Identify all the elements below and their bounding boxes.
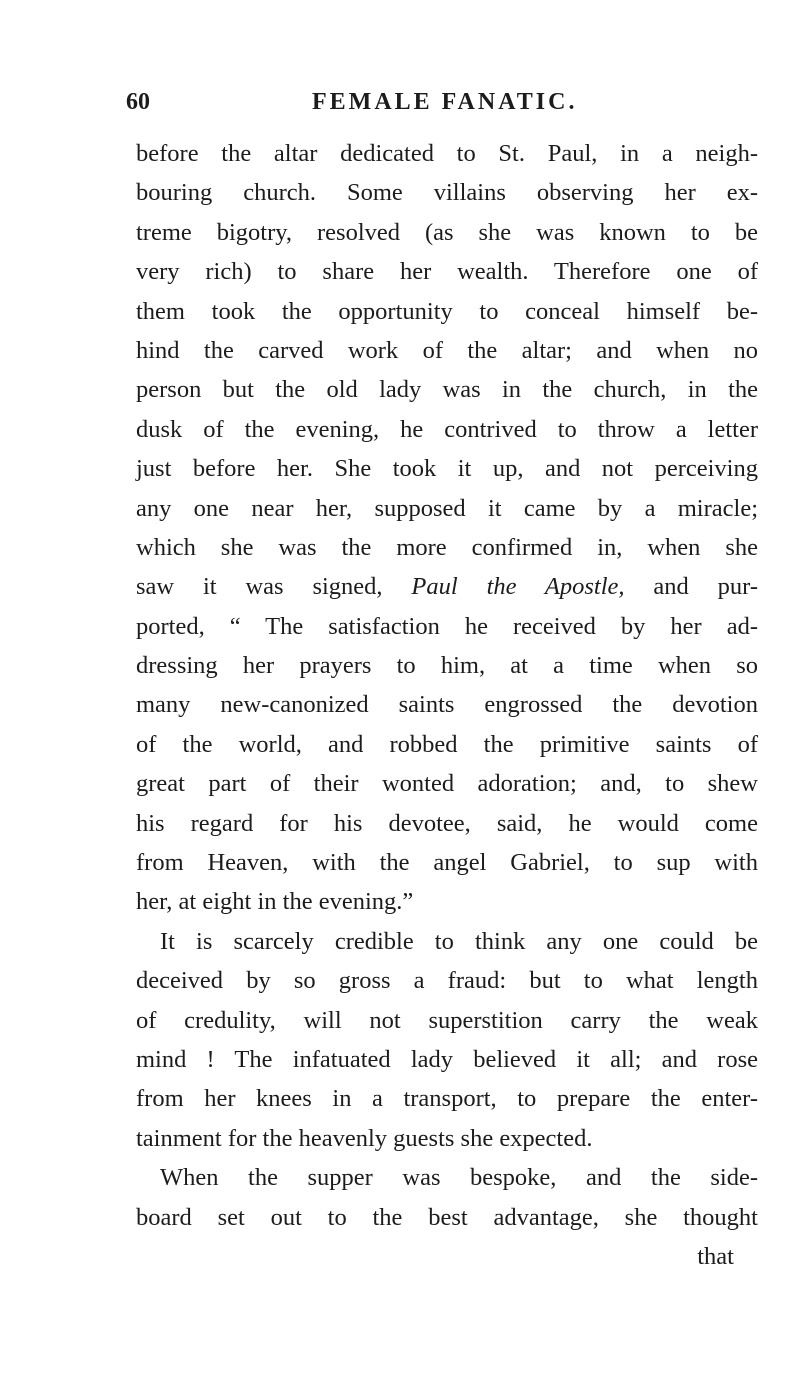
text-line: her, at eight in the evening.” — [136, 888, 414, 916]
text-line: treme bigotry, resolved (as she was known to be — [136, 218, 758, 246]
line-segment: saw it was signed, — [136, 573, 412, 601]
text-line: from her knees in a transport, to prepare the enter- — [136, 1085, 758, 1113]
text-line: from Heaven, with the angel Gabriel, to sup with — [136, 849, 758, 877]
text-line: of the world, and robbed the primitive saints of — [136, 730, 758, 758]
text-line: hind the carved work of the altar; and when no — [136, 336, 758, 364]
text-line: before the altar dedicated to St. Paul, in a neigh- — [136, 140, 758, 167]
running-title: FEMALE FANATIC. — [312, 89, 578, 115]
text-line: dusk of the evening, he contrived to throw a letter — [136, 415, 758, 443]
text-line: deceived by so gross a fraud: but to what length — [136, 967, 758, 995]
text-line: them took the opportunity to conceal himself be- — [136, 297, 758, 325]
text-line: his regard for his devotee, said, he would come — [136, 809, 758, 837]
text-line: any one near her, supposed it came by a miracle; — [136, 494, 758, 522]
body-text — [136, 134, 758, 1276]
text-line: which she was the more confirmed in, when she — [136, 533, 758, 561]
text-line: great part of their wonted adoration; and, to shew — [136, 770, 758, 798]
catchword: that — [697, 1242, 734, 1270]
text-line: ported, “ The satisfaction he received by her ad- — [136, 612, 758, 640]
line-segment: and pur- — [624, 573, 758, 601]
text-line: very rich) to share her wealth. Therefore one of — [136, 258, 758, 286]
page-number: 60 — [126, 89, 150, 115]
text-line-signature — [136, 567, 758, 606]
text-line: When the supper was bespoke, and the side- — [160, 1164, 758, 1192]
text-line: bouring church. Some villains observing her ex- — [136, 179, 758, 207]
text-line: of credulity, will not superstition carry the weak — [136, 1006, 758, 1034]
text-line: board set out to the best advantage, she thought — [136, 1203, 758, 1231]
text-line: just before her. She took it up, and not perceiving — [136, 455, 758, 483]
text-line: many new-canonized saints engrossed the devotion — [136, 691, 758, 719]
letter-signature: Paul the Apostle, — [411, 573, 625, 601]
text-line: person but the old lady was in the church, in the — [136, 376, 758, 404]
text-line: dressing her prayers to him, at a time when so — [136, 652, 758, 680]
text-line: It is scarcely credible to think any one could be — [160, 927, 758, 955]
running-head — [126, 82, 766, 122]
text-line: tainment for the heavenly guests she expected. — [136, 1124, 593, 1152]
text-line: mind ! The infatuated lady believed it all; and rose — [136, 1045, 758, 1073]
